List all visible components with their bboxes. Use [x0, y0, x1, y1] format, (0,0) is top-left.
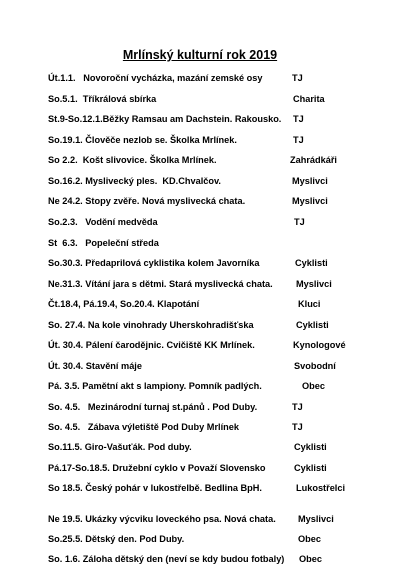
event-row: [48, 71, 378, 85]
event-organizer: TJ: [294, 217, 305, 227]
event-description: So. 1.6. Záloha dětský den (neví se kdy budou fotbaly): [48, 554, 285, 564]
document-title: Mrlínský kulturní rok 2019: [122, 48, 278, 62]
event-organizer: Charita: [293, 94, 325, 104]
event-organizer: Myslivci: [292, 196, 328, 206]
event-description: Ne 24.2. Stopy zvěře. Nová myslivecká chata.: [48, 196, 246, 206]
event-description: So 18.5. Český pohár v lukostřelbě. Bedlina BpH.: [48, 483, 262, 493]
event-description: So.5.1. Tříkrálová sbírka: [48, 94, 157, 104]
event-organizer: Svobodní: [294, 361, 336, 371]
event-organizer: Zahrádkáři: [290, 155, 337, 165]
event-organizer: Cyklisti: [295, 258, 328, 268]
event-organizer: Kynologové: [293, 340, 346, 350]
event-description: So 2.2. Košt slivovice. Školka Mrlínek.: [48, 155, 217, 165]
event-description: Pá. 3.5. Pamětní akt s lampiony. Pomník padlých.: [48, 381, 262, 391]
event-row: [48, 338, 378, 352]
event-description: So.19.1. Člověče nezlob se. Školka Mrlínek.: [48, 135, 237, 145]
event-row: [48, 92, 378, 106]
event-description: St 6.3. Popeleční středa: [48, 238, 159, 248]
event-row: [48, 512, 378, 526]
event-organizer: Obec: [298, 534, 321, 544]
event-row: [48, 215, 378, 229]
event-organizer: Obec: [302, 381, 325, 391]
event-row: [48, 400, 378, 414]
event-organizer: TJ: [293, 135, 304, 145]
event-description: So.11.5. Giro-Vašuťák. Pod duby.: [48, 442, 192, 452]
event-description: Út. 30.4. Pálení čarodějnic. Cvičiště KK Mrlínek.: [48, 340, 255, 350]
event-row: [48, 440, 378, 454]
event-row: [48, 318, 378, 332]
event-description: So.16.2. Myslivecký ples. KD.Chvalčov.: [48, 176, 221, 186]
event-organizer: TJ: [292, 422, 303, 432]
event-organizer: TJ: [292, 402, 303, 412]
event-row: [48, 236, 378, 250]
event-description: Čt.18.4, Pá.19.4, So.20.4. Klapotání: [48, 299, 200, 309]
event-row: [48, 277, 378, 291]
event-row: [48, 194, 378, 208]
event-row: [48, 153, 378, 167]
event-row: [48, 174, 378, 188]
event-organizer: Obec: [299, 554, 322, 564]
event-row: [48, 552, 378, 566]
event-description: So.25.5. Dětský den. Pod Duby.: [48, 534, 185, 544]
event-row: [48, 481, 378, 495]
event-organizer: TJ: [293, 114, 304, 124]
event-description: Pá.17-So.18.5. Družební cyklo v Považí Slovensko: [48, 463, 266, 473]
event-organizer: Kluci: [298, 299, 321, 309]
event-organizer: Myslivci: [296, 279, 332, 289]
event-organizer: Cyklisti: [294, 442, 327, 452]
event-organizer: Cyklisti: [294, 463, 327, 473]
event-organizer: Myslivci: [292, 176, 328, 186]
event-description: Út. 30.4. Stavění máje: [48, 361, 142, 371]
event-row: [48, 133, 378, 147]
event-row: [48, 420, 378, 434]
event-description: So. 4.5. Mezinárodní turnaj st.pánů . Pod Duby.: [48, 402, 258, 412]
event-description: Út.1.1. Novoroční vycházka, mazání zemské osy: [48, 73, 263, 83]
event-row: [48, 461, 378, 475]
event-row: [48, 379, 378, 393]
event-description: Ne 19.5. Ukázky výcviku loveckého psa. Nová chata.: [48, 514, 276, 524]
event-description: So. 27.4. Na kole vinohrady Uherskohradišťska: [48, 320, 254, 330]
event-organizer: Lukostřelci: [296, 483, 346, 493]
event-row: [48, 532, 378, 546]
event-row: [48, 359, 378, 373]
event-description: So.2.3. Vodění medvěda: [48, 217, 158, 227]
event-row: [48, 256, 378, 270]
event-organizer: TJ: [292, 73, 303, 83]
event-description: Ne.31.3. Vítání jara s dětmi. Stará myslivecká chata.: [48, 279, 273, 289]
event-organizer: Myslivci: [298, 514, 334, 524]
event-organizer: Cyklisti: [296, 320, 329, 330]
event-description: So. 4.5. Zábava výletiště Pod Duby Mrlínek: [48, 422, 239, 432]
event-description: St.9-So.12.1.Běžky Ramsau am Dachstein. Rakousko.: [48, 114, 282, 124]
event-row: [48, 297, 378, 311]
event-description: So.30.3. Předaprilová cyklistika kolem Javorníka: [48, 258, 260, 268]
event-row: [48, 112, 378, 126]
